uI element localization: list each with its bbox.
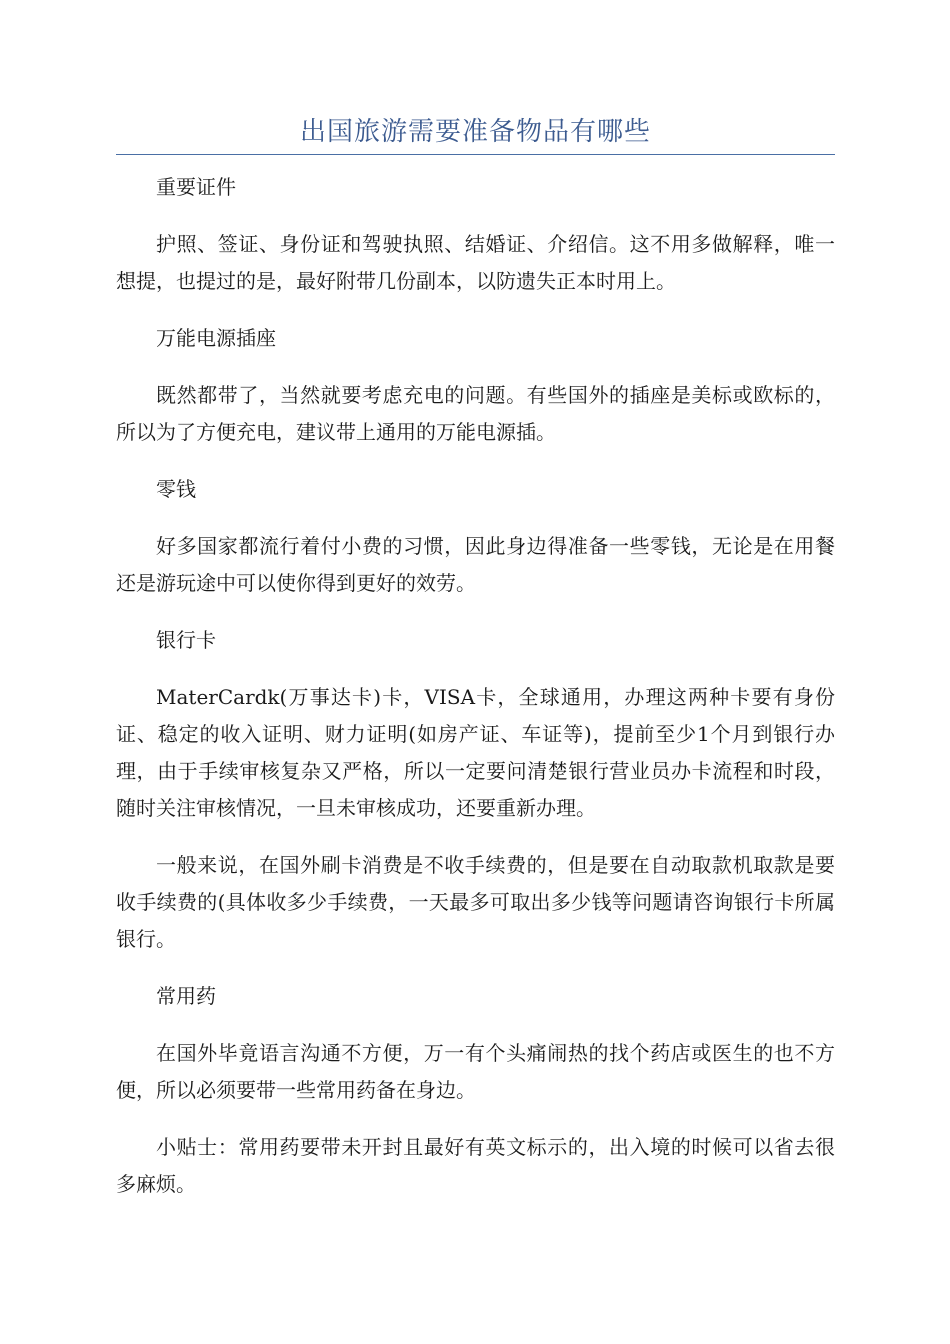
paragraph-documents: 护照、签证、身份证和驾驶执照、结婚证、介绍信。这不用多做解释，唯一想提，也提过的是，最好附带几份副本，以防遗失正本时用上。 — [116, 232, 835, 293]
section-heading-change: 零钱 — [156, 477, 196, 501]
paragraph-bankcard-2: 一般来说，在国外刷卡消费是不收手续费的，但是要在自动取款机取款是要收手续费的(具体收多少手续费，一天最多可取出多少钱等问题请咨询银行卡所属银行。 — [116, 853, 835, 951]
section-heading-bankcard: 银行卡 — [156, 628, 216, 652]
section-heading-power: 万能电源插座 — [156, 326, 276, 350]
paragraph-tip: 小贴士：常用药要带未开封且最好有英文标示的，出入境的时候可以省去很多麻烦。 — [116, 1135, 835, 1196]
paragraph-medicine: 在国外毕竟语言沟通不方便，万一有个头痛闹热的找个药店或医生的也不方便，所以必须要带一些常用药备在身边。 — [116, 1041, 835, 1102]
document-body — [116, 169, 835, 1203]
document-page — [116, 112, 835, 1223]
paragraph-power: 既然都带了，当然就要考虑充电的问题。有些国外的插座是美标或欧标的，所以为了方便充电，建议带上通用的万能电源插。 — [116, 383, 835, 444]
section-heading-medicine: 常用药 — [156, 984, 216, 1008]
paragraph-bankcard-1: MaterCardk(万事达卡)卡，VISA卡，全球通用，办理这两种卡要有身份证、稳定的收入证明、财力证明(如房产证、车证等)，提前至少1个月到银行办理，由于手续审核复杂又严格，所以一定要问清楚银行营业员办卡流程和时段，随时关注审核情况，一旦未审核成功，还要重新办理。 — [116, 685, 835, 820]
section-heading-documents: 重要证件 — [156, 175, 236, 199]
paragraph-change: 好多国家都流行着付小费的习惯，因此身边得准备一些零钱，无论是在用餐还是游玩途中可以使你得到更好的效劳。 — [116, 534, 835, 595]
title-underline — [116, 154, 835, 155]
document-title: 出国旅游需要准备物品有哪些 — [299, 117, 651, 147]
